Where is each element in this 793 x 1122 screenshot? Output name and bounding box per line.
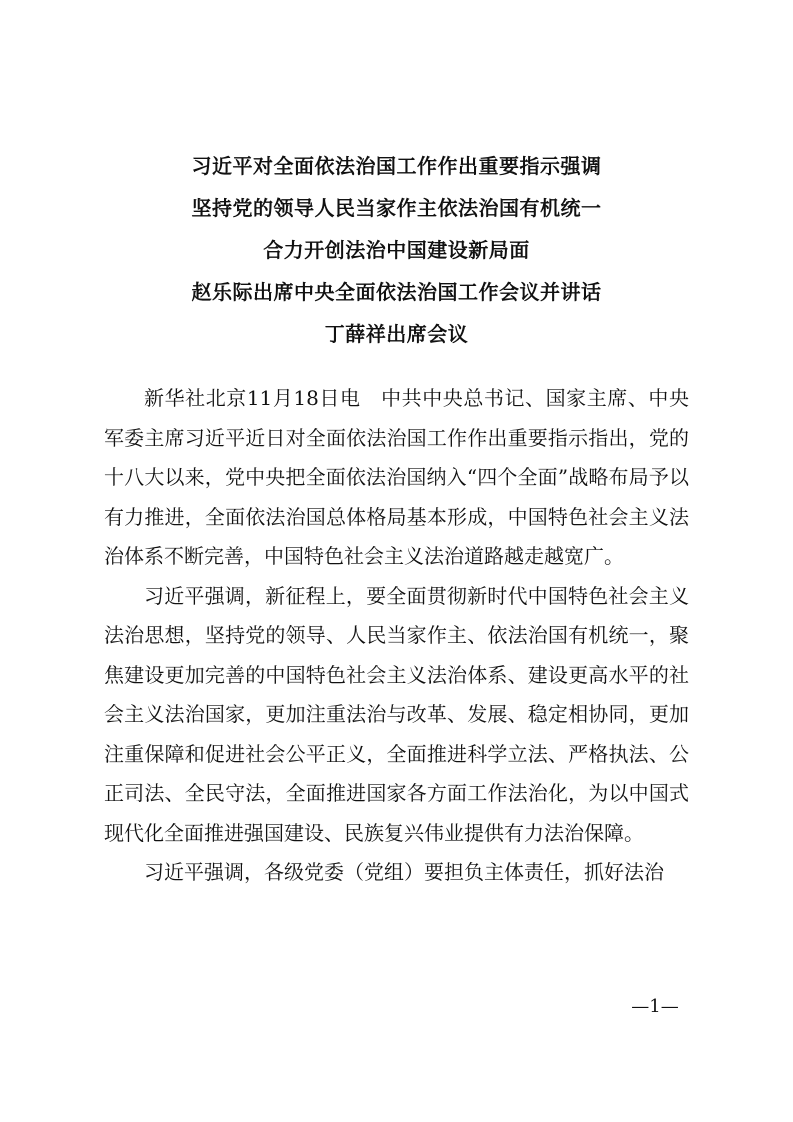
title-line-3: 合力开创法治中国建设新局面 [263, 238, 530, 262]
paragraph-1: 新华社北京11月18日电 中共中央总书记、国家主席、中央军委主席习近平近日对全面依法治国工作作出重要指示指出，党的十八大以来，党中央把全面依法治国纳入“四个全面”战略布局予以有力推进，全面依法治国总体格局基本形成，中国特色社会主义法治体系不断完善，中国特色社会主义法治道路越走越宽广。 [104, 386, 689, 568]
title-line-5: 丁薛祥出席会议 [324, 322, 469, 346]
title-line-2: 坚持党的领导人民当家作主依法治国有机统一 [191, 196, 602, 220]
document-title [100, 145, 693, 355]
title-line-4: 赵乐际出席中央全面依法治国工作会议并讲话 [191, 280, 602, 304]
paragraph-3: 习近平强调，各级党委（党组）要担负主体责任，抓好法治 [144, 860, 664, 884]
title-line-1: 习近平对全面依法治国工作作出重要指示强调 [191, 154, 602, 178]
document-body [104, 379, 689, 893]
paragraph-2: 习近平强调，新征程上，要全面贯彻新时代中国特色社会主义法治思想，坚持党的领导、人民当家作主、依法治国有机统一，聚焦建设更加完善的中国特色社会主义法治体系、建设更高水平的社会主义法治国家，更加注重法治与改革、发展、稳定相协同，更加注重保障和促进社会公平正义，全面推进科学立法、严格执法、公正司法、全民守法，全面推进国家各方面工作法治化，为以中国式现代化全面推进强国建设、民族复兴伟业提供有力法治保障。 [104, 583, 689, 845]
page-number: —1— [631, 996, 679, 1017]
